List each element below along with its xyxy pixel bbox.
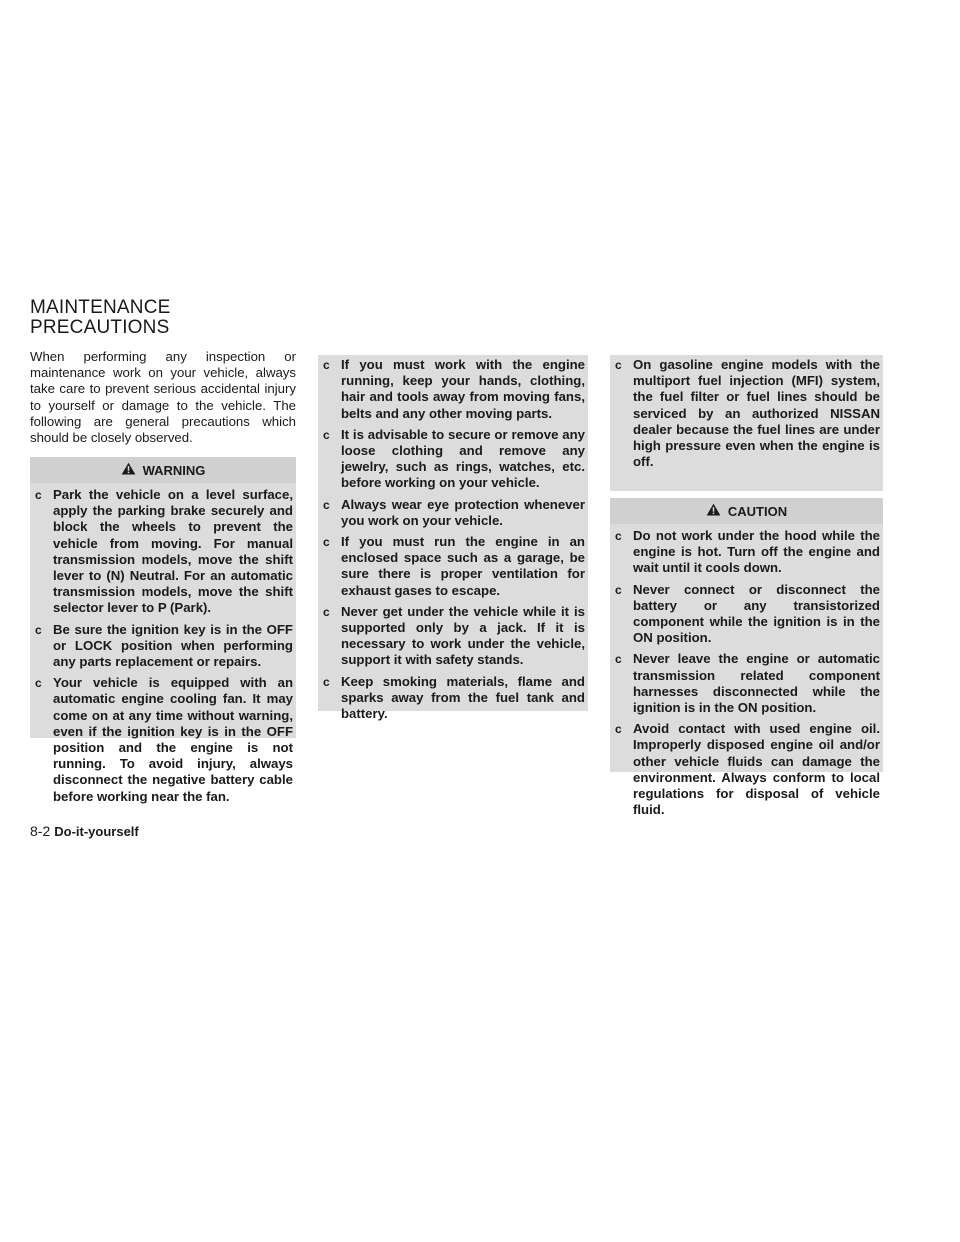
caution-box (610, 498, 883, 818)
precaution-item (323, 427, 585, 492)
bullet-glyph: c (35, 622, 42, 637)
page-title-line2: PRECAUTIONS (30, 317, 170, 338)
precaution-item-text: It is advisable to secure or remove any loose clothing and remove any jewelry, such as rings, watches, etc. before working on your vehicle. (341, 426, 585, 491)
bullet-glyph: c (323, 674, 330, 689)
caution-item-text: Avoid contact with used engine oil. Improperly disposed engine oil and/or other vehicle fluids can damage the environment. Always conform to local regulations for disposal of vehicle fluid. (633, 721, 880, 818)
caution-heading: CAUTION (727, 503, 788, 519)
bullet-glyph: c (323, 497, 330, 512)
warning-item-text: Your vehicle is equipped with an automatic engine cooling fan. It may come on at any time without warning, even if the ignition key is in the OFF position and the engine is not running. To avoid injury, always disconnect the negative battery cable before working near the fan. (53, 675, 293, 804)
intro-paragraph: When performing any inspection or maintenance work on your vehicle, always take care to prevent serious accidental injury to yourself or damage to the vehicle. The following are general precautions which should be closely observed. (30, 349, 296, 446)
bullet-glyph: c (615, 582, 622, 597)
warning-item (35, 622, 293, 671)
bullet-glyph: c (615, 652, 622, 667)
bullet-glyph: c (323, 427, 330, 442)
section-name: Do-it-yourself (54, 824, 139, 839)
warning-triangle-icon (121, 462, 136, 475)
page-title (30, 298, 430, 338)
precaution-item-text: Always wear eye protection whenever you work on your vehicle. (341, 496, 585, 528)
precaution-item-text: On gasoline engine models with the multiport fuel injection (MFI) system, the fuel filter or fuel lines should be serviced by an authorized NISSAN dealer because the fuel lines are under high pressure even when the engine is off. (633, 357, 880, 470)
precaution-item (615, 357, 880, 470)
precaution-item (323, 604, 585, 669)
caution-item (615, 582, 880, 647)
bullet-glyph: c (35, 488, 42, 502)
caution-item-text: Do not work under the hood while the engine is hot. Turn off the engine and wait until it cools down. (633, 528, 880, 576)
bullet-glyph: c (615, 358, 622, 372)
caution-item (615, 651, 880, 716)
precaution-item (323, 674, 585, 723)
caution-header (610, 498, 883, 524)
caution-item (615, 721, 880, 818)
bullet-glyph: c (615, 529, 622, 543)
page-title-line1: MAINTENANCE (30, 297, 171, 318)
precaution-item (323, 534, 585, 599)
warning-item (35, 675, 293, 805)
precaution-item (323, 357, 585, 422)
precaution-item-text: Never get under the vehicle while it is supported only by a jack. If it is necessary to work under the vehicle, support it with safety stands. (341, 603, 585, 668)
page-number: 8-2 (30, 823, 51, 839)
warning-item-text: Be sure the ignition key is in the OFF or LOCK position when performing any parts replacement or repairs. (53, 621, 293, 670)
precaution-item (323, 497, 585, 529)
warning-triangle-icon (706, 503, 721, 516)
caution-item-text: Never connect or disconnect the battery or any transistorized component while the ignition is in the ON position. (633, 581, 880, 646)
warning-heading: WARNING (142, 462, 206, 478)
warning-item (35, 487, 293, 617)
precaution-item-text: Keep smoking materials, flame and sparks away from the fuel tank and battery. (341, 673, 585, 722)
middle-precautions-box (318, 355, 588, 722)
bullet-glyph: c (323, 358, 330, 372)
caution-item (615, 528, 880, 577)
page-footer (30, 823, 139, 839)
precaution-item-text: If you must work with the engine running, keep your hands, clothing, hair and tools away from moving fans, belts and any other moving parts. (341, 357, 585, 421)
bullet-glyph: c (323, 535, 330, 550)
bullet-glyph: c (615, 722, 622, 737)
bullet-glyph: c (35, 676, 42, 691)
bullet-glyph: c (323, 604, 330, 619)
precaution-item-text: If you must run the engine in an enclosed space such as a garage, be sure there is proper ventilation for exhaust gases to escape. (341, 534, 585, 598)
caution-item-text: Never leave the engine or automatic transmission related component harnesses disconnected while the ignition is in the ON position. (633, 651, 880, 716)
right-precautions-box (610, 355, 883, 491)
warning-box (30, 457, 296, 804)
warning-header (30, 457, 296, 483)
warning-item-text: Park the vehicle on a level surface, apply the parking brake securely and block the wheels to prevent the vehicle from moving. For manual transmission models, move the shift lever to (N) Neutral. For an automatic transmission models, move the shift selector lever to P (Park). (53, 487, 293, 616)
